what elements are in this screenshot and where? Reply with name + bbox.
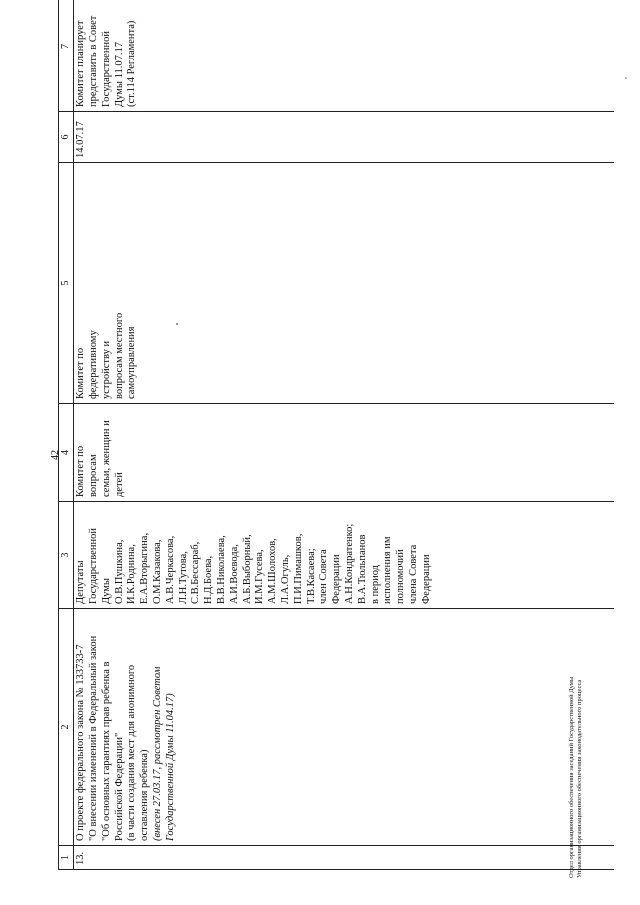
header-cell-5: 5 <box>59 163 74 404</box>
bill-table <box>58 0 614 870</box>
bill-title-line: оставления ребенка) <box>139 749 151 841</box>
co-committee-cell <box>74 163 614 404</box>
author-line: исполнения им <box>382 536 394 604</box>
author-line: в период <box>369 564 381 604</box>
header-cell-7: 7 <box>59 0 74 112</box>
committee-line: детей <box>113 472 125 497</box>
committee-line: Комитет по вопросам <box>75 445 99 497</box>
co-committee-line: вопросам местного <box>113 312 125 399</box>
bill-title-line: О проекте федерального закона № 133733-7 <box>75 644 87 841</box>
author-line: Депутаты <box>75 560 87 604</box>
footer-line-2: Управления организационного обеспечения законодательного процесса <box>576 679 584 878</box>
co-committee-line: самоуправления <box>126 326 138 399</box>
author-line: Т.В.Касаева; <box>305 548 317 604</box>
author-line: В.В.Николаева, <box>215 535 227 604</box>
author-line: В.А.Тюльпанов <box>356 534 368 604</box>
author-line: А.Н.Кондратенко; <box>343 523 355 604</box>
author-line: А.И.Воевода, <box>228 544 240 604</box>
header-row <box>59 0 74 870</box>
author-line: А.Б.Выборный, <box>241 534 253 604</box>
plan-line: Комитет планирует <box>75 20 87 107</box>
committee-cell <box>74 404 614 502</box>
header-cell-6: 6 <box>59 112 74 163</box>
author-line: А.В.Черкасова, <box>164 535 176 604</box>
bill-table-rotated <box>58 15 618 870</box>
co-committee-line: Комитет по <box>75 347 87 399</box>
row-number: 13. <box>74 846 614 870</box>
bill-title-line: (в части создания мест для анонимного <box>126 664 138 841</box>
bill-note-line: (внесен 27.03.17, рассмотрен Советом <box>151 666 163 841</box>
date-cell: 14.07.17 <box>74 112 614 163</box>
author-line: Л.А.Огуль, <box>279 554 291 604</box>
plan-line: Государственной <box>100 31 112 107</box>
author-line: Л.Н.Тутова, <box>177 551 189 604</box>
author-line: П.И.Пимашков, <box>292 533 304 604</box>
author-line: О.М.Казакова, <box>151 539 163 604</box>
author-line: И.К.Роднина, <box>126 544 138 604</box>
authors-cell <box>74 502 614 609</box>
header-cell-1: 1 <box>59 846 74 870</box>
author-line: Федерации <box>331 554 343 604</box>
bill-note-line: Государственной Думы 11.04.17) <box>164 693 176 841</box>
author-line: полномочий <box>395 549 407 604</box>
author-line: член Совета <box>318 549 330 604</box>
header-cell-2: 2 <box>59 609 74 846</box>
author-line: О.В.Пушкина, <box>113 539 125 604</box>
scan-speck <box>176 323 178 325</box>
plan-line: представить в Совет <box>87 15 99 107</box>
plan-cell <box>74 0 614 112</box>
author-line: И.М.Гусева, <box>254 549 266 604</box>
author-line: Государственной <box>87 528 99 604</box>
footer-note <box>568 677 585 878</box>
author-line: Федерации <box>420 554 432 604</box>
header-cell-4: 4 <box>59 404 74 502</box>
bill-title-line: Российской Федерации" <box>113 732 125 841</box>
plan-line: (ст.114 Регламента) <box>126 20 138 107</box>
bill-title-line: "Об основных гарантиях прав ребенка в <box>100 661 112 841</box>
footer-line-1: Отдел организационного обеспечения заседаний Государственной Думы <box>568 676 575 878</box>
page-number: 42 <box>50 450 61 460</box>
committee-line: семьи, женщин и <box>100 420 112 497</box>
bill-title-cell <box>74 609 614 846</box>
header-cell-3: 3 <box>59 502 74 609</box>
author-line: С.В.Бессараб, <box>190 541 202 604</box>
author-line: Н.Д.Боева, <box>203 555 215 604</box>
co-committee-line: устройству и <box>100 340 112 399</box>
bill-title-line: "О внесении изменений в Федеральный закон <box>87 635 99 841</box>
author-line: Думы <box>100 578 112 604</box>
author-line: Е.А.Вторыгина, <box>139 532 151 604</box>
plan-line: Думы 11.07.17 <box>113 42 125 107</box>
table-row <box>74 0 614 870</box>
author-line: члена Совета <box>407 544 419 604</box>
author-line: А.М.Шолохов, <box>267 538 279 604</box>
scan-speck <box>625 77 627 79</box>
co-committee-line: федеративному <box>87 330 99 399</box>
